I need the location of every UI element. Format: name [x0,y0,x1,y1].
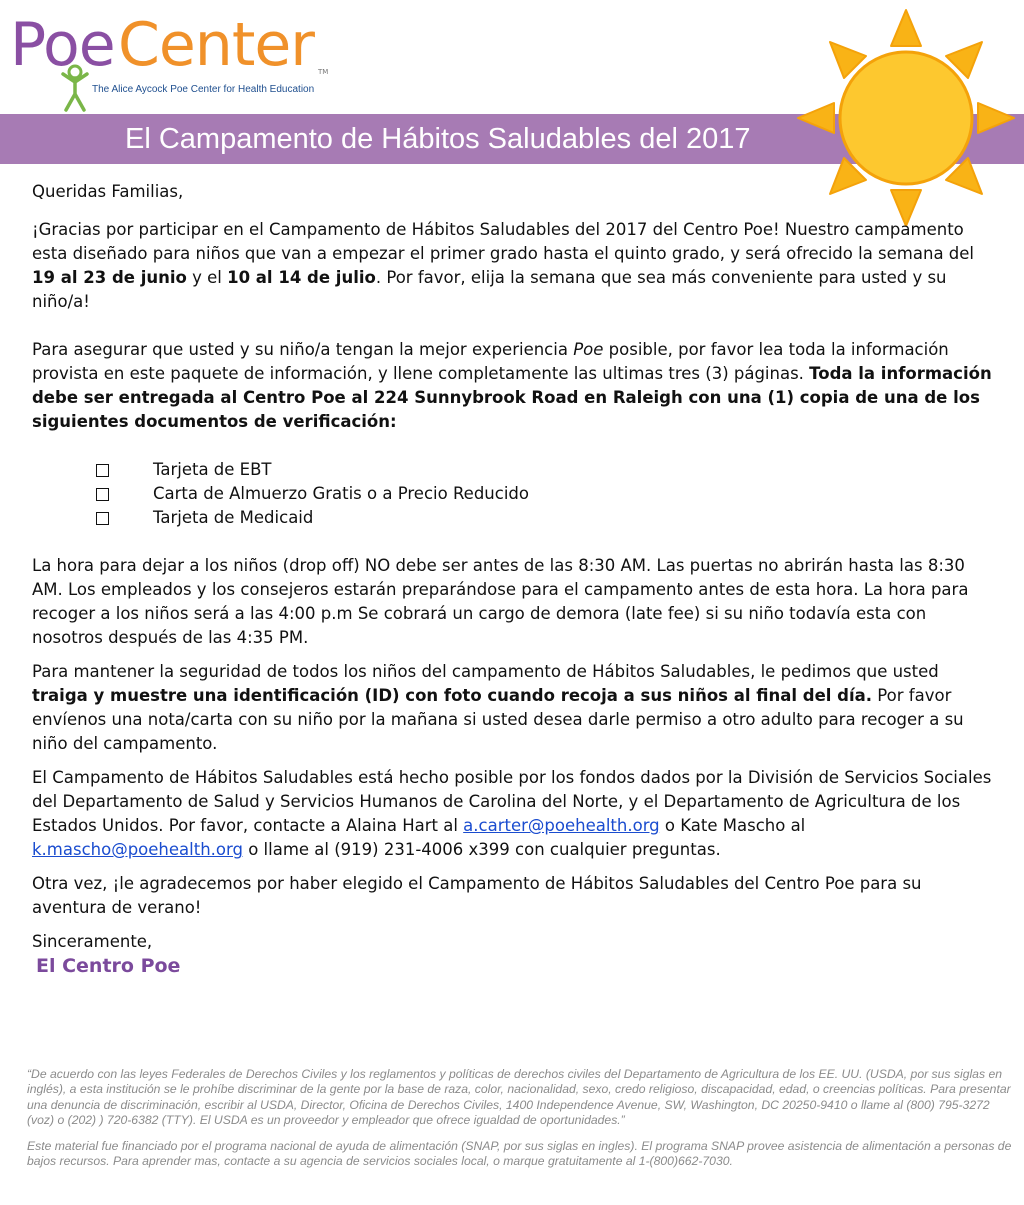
paragraph-intro [32,218,992,314]
safety-bold: traiga y muestre una identificación (ID) con foto cuando recoja a sus niños al final del día. [32,686,873,705]
checklist-item [32,506,992,530]
poe-center-logo [10,6,350,116]
safety-text-2: Por favor envíenos una nota/carta con su niño por la mañana si usted desea darle permiso a otro adulto para recoger a su niño del campamento. [32,686,964,753]
checklist-label: Tarjeta de Medicaid [153,508,314,527]
instructions-text-2: posible, por favor lea toda la información provista en este paquete de información, y llene completamente las ultimas tres (3) páginas. [32,340,949,383]
paragraph-thanks: Otra vez, ¡le agradecemos por haber elegido el Campamento de Hábitos Saludables del Centro Poe para su aventura de verano! [32,874,922,917]
footer-notices [27,1067,1012,1181]
signature: El Centro Poe [36,955,181,977]
paragraph-instructions [32,338,992,434]
stick-figure-icon [58,64,92,114]
paragraph-hours: La hora para dejar a los niños (drop off) NO debe ser antes de las 8:30 AM. Las puertas no abrirán hasta las 8:30 AM. Los empleados y los consejeros estarán preparándose para el campamento antes de esta hora. La hora para recoger a los niños será a las 4:00 p.m Se cobrará un cargo de demora (late fee) si su niño todavía esta con nosotros después de las 4:35 PM. [32,556,969,647]
funding-text-3: o llame al (919) 231-4006 x399 con cualquier preguntas. [242,840,721,859]
funding-text-2: o Kate Mascho al [659,816,806,835]
intro-week2: 10 al 14 de julio [227,268,376,287]
checklist-label: Tarjeta de EBT [153,460,272,479]
intro-week1: 19 al 23 de junio [32,268,187,287]
logo-word-poe: Poe [10,10,115,80]
logo-trademark: TM [318,68,329,76]
checkbox-icon [96,464,109,477]
intro-text: ¡Gracias por participar en el Campamento de Hábitos Saludables del 2017 del Centro Poe! Nuestro campamento esta diseñado para niños que van a empezar el primer grado hasta el quinto grado, y será ofrecido la semana del [32,220,975,263]
instructions-italic: Poe [573,340,604,359]
funding-text: El Campamento de Hábitos Saludables está hecho posible por los fondos dados por la División de Servicios Sociales del Departamento de Salud y Servicios Humanos de Carolina del Norte, y el Departamento de Agricultura de los Estados Unidos. Por favor, contacte a Alaina Hart al [32,768,992,835]
intro-text-2: y el [186,268,228,287]
safety-text: Para mantener la seguridad de todos los niños del campamento de Hábitos Saludables, le pedimos que usted [32,662,939,681]
instructions-text: Para asegurar que usted y su niño/a tengan la mejor experiencia [32,340,574,359]
checkbox-icon [96,488,109,501]
intro-text-3: . Por favor, elija la semana que sea más conveniente para usted y su niño/a! [32,268,947,311]
logo-word-center: Center [118,10,314,80]
email-link-carter[interactable]: a.carter@poehealth.org [463,816,660,835]
logo-subtitle: The Alice Aycock Poe Center for Health Education [92,84,315,95]
page-title: El Campamento de Hábitos Saludables del 2017 [125,123,751,155]
email-link-mascho[interactable]: k.mascho@poehealth.org [32,840,243,859]
verification-checklist [32,458,992,530]
paragraph-safety [32,660,992,756]
checklist-item [32,458,992,482]
checklist-label: Carta de Almuerzo Gratis o a Precio Reducido [153,484,529,503]
snap-statement: Este material fue financiado por el programa nacional de ayuda de alimentación (SNAP, por sus siglas en ingles). El programa SNAP provee asistencia de alimentación a personas de bajos recursos. Para aprender mas, contacte a su agencia de servicios sociales local, o marque gratuitamente al 1-(800)662-7030. [27,1139,1012,1169]
checklist-item [32,482,992,506]
letter-body [32,180,992,978]
nondiscrimination-statement: “De acuerdo con las leyes Federales de Derechos Civiles y los reglamentos y políticas de derechos civiles del Departamento de Agricultura de los EE. UU. (USDA, por sus siglas en inglés), a esta institución se le prohíbe discriminar de la gente por la base de raza, color, nacionalidad, sexo, credo religioso, discapacidad, edad, o creencias políticas. Para presentar una denuncia de discriminación, escribir al USDA, Director, Oficina de Derechos Civiles, 1400 Independence Avenue, SW, Washington, DC 20250-9410 o llame al (800) 795-3272 (voz) o (202) ) 720-6382 (TTY). El USDA es un proveedor y empleador que ofrece igualdad de oportunidades.” [27,1067,1011,1127]
greeting: Queridas Familias, [32,182,184,201]
closing: Sinceramente, [32,932,153,951]
paragraph-funding [32,766,992,862]
instructions-bold: Toda la información debe ser entregada al Centro Poe al 224 Sunnybrook Road en Raleigh con una (1) copia de una de los siguientes documentos de verificación: [32,364,992,431]
checkbox-icon [96,512,109,525]
